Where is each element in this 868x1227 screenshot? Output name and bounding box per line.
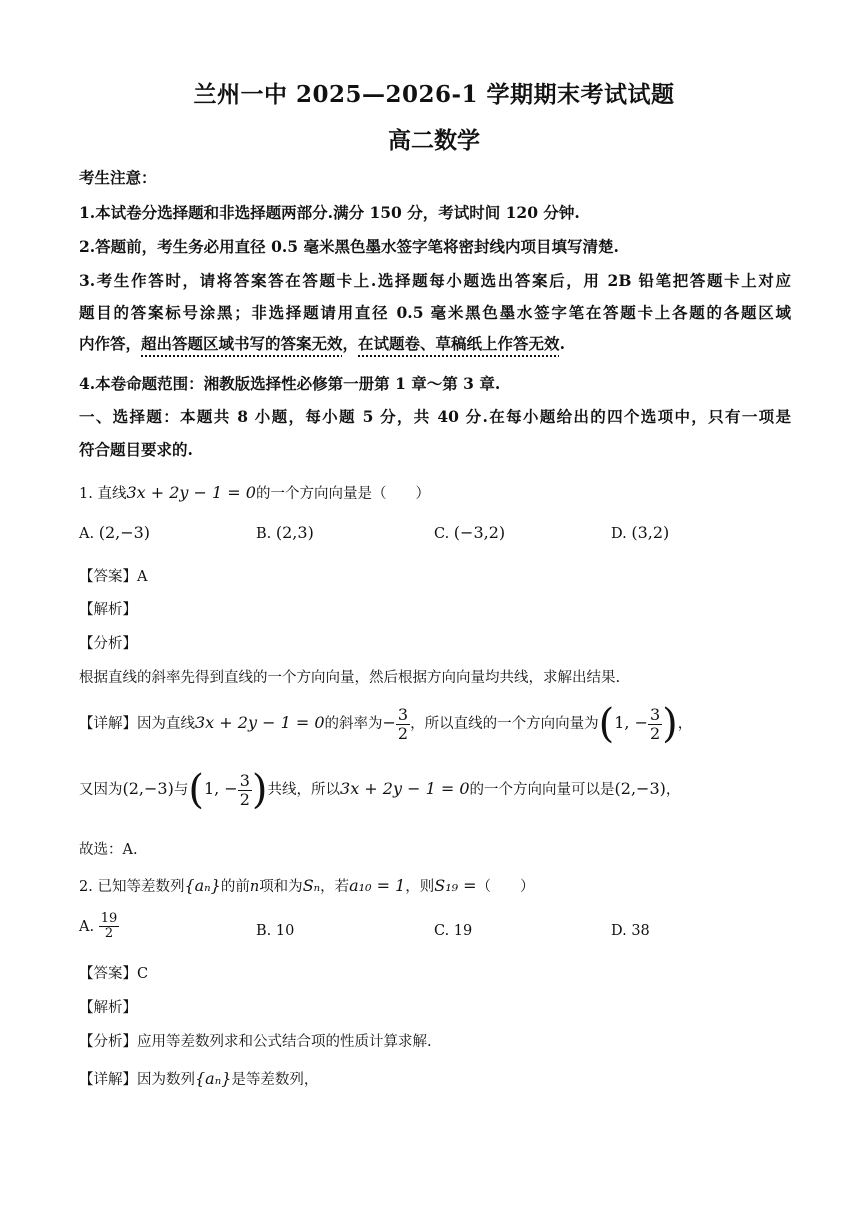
q1-answer: 【答案】A	[79, 569, 148, 585]
section-heading-line1: 一、选择题：本题共 8 小题，每小题 5 分，共 40 分.在每小题给出的四个选项中，只有一项是	[79, 407, 791, 426]
emphasis-text: 在试题卷、草稿纸上作答无效	[358, 334, 560, 353]
detail-text: ，所以直线的一个方向向量为	[410, 716, 599, 732]
q2-detail	[79, 1068, 318, 1089]
notice-item-3-line2: 题目的答案标号涂黑；非选择题请用直径 0.5 毫米黑色墨水签字笔在答题卡上各题的各题区域	[79, 303, 791, 322]
denominator: 2	[104, 926, 114, 942]
detail-text: ，	[677, 716, 693, 732]
question-text: （ ）	[476, 879, 535, 895]
q1-fenxi-text: 根据直线的斜率先得到直线的一个方向向量，然后根据方向向量均共线，求解出结果.	[79, 670, 621, 686]
notice-item-1: 1.本试卷分选择题和非选择题两部分.满分 150 分，考试时间 120 分钟.	[79, 203, 580, 222]
q2-option-b[interactable]	[256, 923, 294, 939]
minus-sign: −	[382, 713, 396, 732]
q1-conclusion: 故选：A.	[79, 842, 138, 858]
q1-detail-line2	[79, 767, 681, 813]
q1-option-d[interactable]	[611, 523, 669, 542]
vector-component: 1, −	[203, 779, 238, 798]
fraction	[396, 706, 410, 742]
denominator: 2	[649, 723, 661, 743]
option-value: 10	[275, 923, 295, 939]
math-sequence: {aₙ}	[195, 1069, 232, 1088]
question-2-stem	[79, 875, 535, 896]
emphasis-text: 超出答题区域书写的答案无效	[141, 334, 343, 353]
q2-option-a[interactable]	[79, 912, 119, 942]
math-sequence: {aₙ}	[184, 876, 221, 895]
notice-item-3-line1: 3.考生作答时，请将答案答在答题卡上.选择题每小题选出答案后，用 2B 铅笔把答题卡上对应	[79, 271, 791, 290]
q1-option-a[interactable]	[79, 523, 150, 542]
math-condition: a₁₀ = 1	[349, 876, 406, 895]
left-paren: (	[188, 767, 204, 813]
notice-text: ，	[342, 334, 359, 353]
numerator: 3	[239, 770, 250, 790]
section-heading-line2: 符合题目要求的.	[79, 440, 193, 459]
q2-option-c[interactable]	[434, 923, 472, 939]
option-value: (2,−3)	[98, 523, 151, 542]
option-label: A.	[79, 526, 95, 542]
denominator: 2	[397, 723, 409, 743]
left-paren: (	[598, 701, 615, 747]
q2-option-d[interactable]	[611, 923, 650, 939]
detail-text: 共线，所以	[267, 782, 341, 798]
detail-text: 因为直线	[137, 716, 195, 732]
right-paren: )	[251, 767, 268, 813]
detail-text: 的一个方向向量可以是	[469, 782, 615, 798]
question-text: 1. 直线	[79, 486, 127, 502]
q2-analysis-tag: 【解析】	[79, 1000, 137, 1016]
vector-component: 1, −	[614, 713, 648, 732]
notice-text: 内作答，	[79, 334, 142, 353]
math-equation: 3x + 2y − 1 = 0	[340, 779, 470, 798]
numerator: 3	[397, 704, 409, 724]
math-equation: 3x + 2y − 1 = 0	[195, 713, 325, 732]
option-value: (3,2)	[631, 523, 670, 542]
detail-text: 的斜率为	[324, 716, 383, 732]
notice-heading: 考生注意：	[79, 168, 157, 187]
detail-tag: 【详解】	[79, 1072, 137, 1088]
fraction	[238, 772, 252, 808]
question-text: 的前	[220, 879, 250, 895]
math-target: S₁₉ =	[434, 876, 477, 895]
detail-tag: 【详解】	[79, 716, 137, 732]
q1-detail-line1	[79, 701, 693, 747]
q1-option-b[interactable]	[256, 523, 314, 542]
notice-text: .	[559, 334, 565, 353]
detail-text: 因为数列	[137, 1072, 195, 1088]
vector: (2,−3)	[614, 779, 666, 798]
detail-text: 是等差数列，	[231, 1072, 319, 1088]
option-label: D.	[611, 526, 627, 542]
option-value: (−3,2)	[453, 523, 506, 542]
option-label: B.	[256, 526, 272, 542]
exam-title: 兰州一中 2025—2026-1 学期期末考试试题	[193, 81, 675, 108]
question-text: 的一个方向向量是（ ）	[255, 486, 430, 502]
option-value: 38	[631, 923, 650, 939]
right-paren: )	[662, 701, 678, 747]
option-label: C.	[434, 526, 450, 542]
math-variable: n	[249, 879, 260, 895]
fraction	[99, 912, 120, 942]
denominator: 2	[239, 789, 250, 809]
notice-item-2: 2.答题前，考生务必用直径 0.5 毫米黑色墨水签字笔将密封线内项目填写清楚.	[79, 237, 619, 256]
question-text: 2. 已知等差数列	[79, 879, 185, 895]
option-label: C.	[434, 923, 450, 939]
q1-fenxi-tag: 【分析】	[79, 636, 137, 652]
exam-subject: 高二数学	[388, 127, 480, 154]
option-label: B.	[256, 923, 272, 939]
q1-option-c[interactable]	[434, 523, 505, 542]
question-1-stem	[79, 482, 430, 503]
math-equation: 3x + 2y − 1 = 0	[126, 483, 256, 502]
q2-fenxi: 【分析】应用等差数列求和公式结合项的性质计算求解.	[79, 1034, 432, 1050]
detail-text: 又因为	[79, 782, 123, 798]
detail-text: ，	[665, 782, 681, 798]
question-text: ，若	[320, 879, 350, 895]
numerator: 3	[649, 704, 661, 724]
math-variable: Sₙ	[302, 876, 321, 895]
option-label: A.	[79, 918, 95, 935]
question-text: ，则	[405, 879, 435, 895]
q2-answer: 【答案】C	[79, 966, 149, 982]
q1-analysis-tag: 【解析】	[79, 602, 137, 618]
notice-item-4: 4.本卷命题范围：湘教版选择性必修第一册第 1 章～第 3 章.	[79, 374, 501, 393]
option-value: (2,3)	[275, 523, 314, 542]
detail-text: 与	[173, 782, 189, 798]
option-value: 19	[453, 923, 473, 939]
fraction	[648, 706, 662, 742]
notice-item-3-line3	[79, 332, 565, 354]
question-text: 项和为	[259, 879, 303, 895]
numerator: 19	[100, 911, 118, 926]
option-label: D.	[611, 923, 627, 939]
vector: (2,−3)	[122, 779, 174, 798]
